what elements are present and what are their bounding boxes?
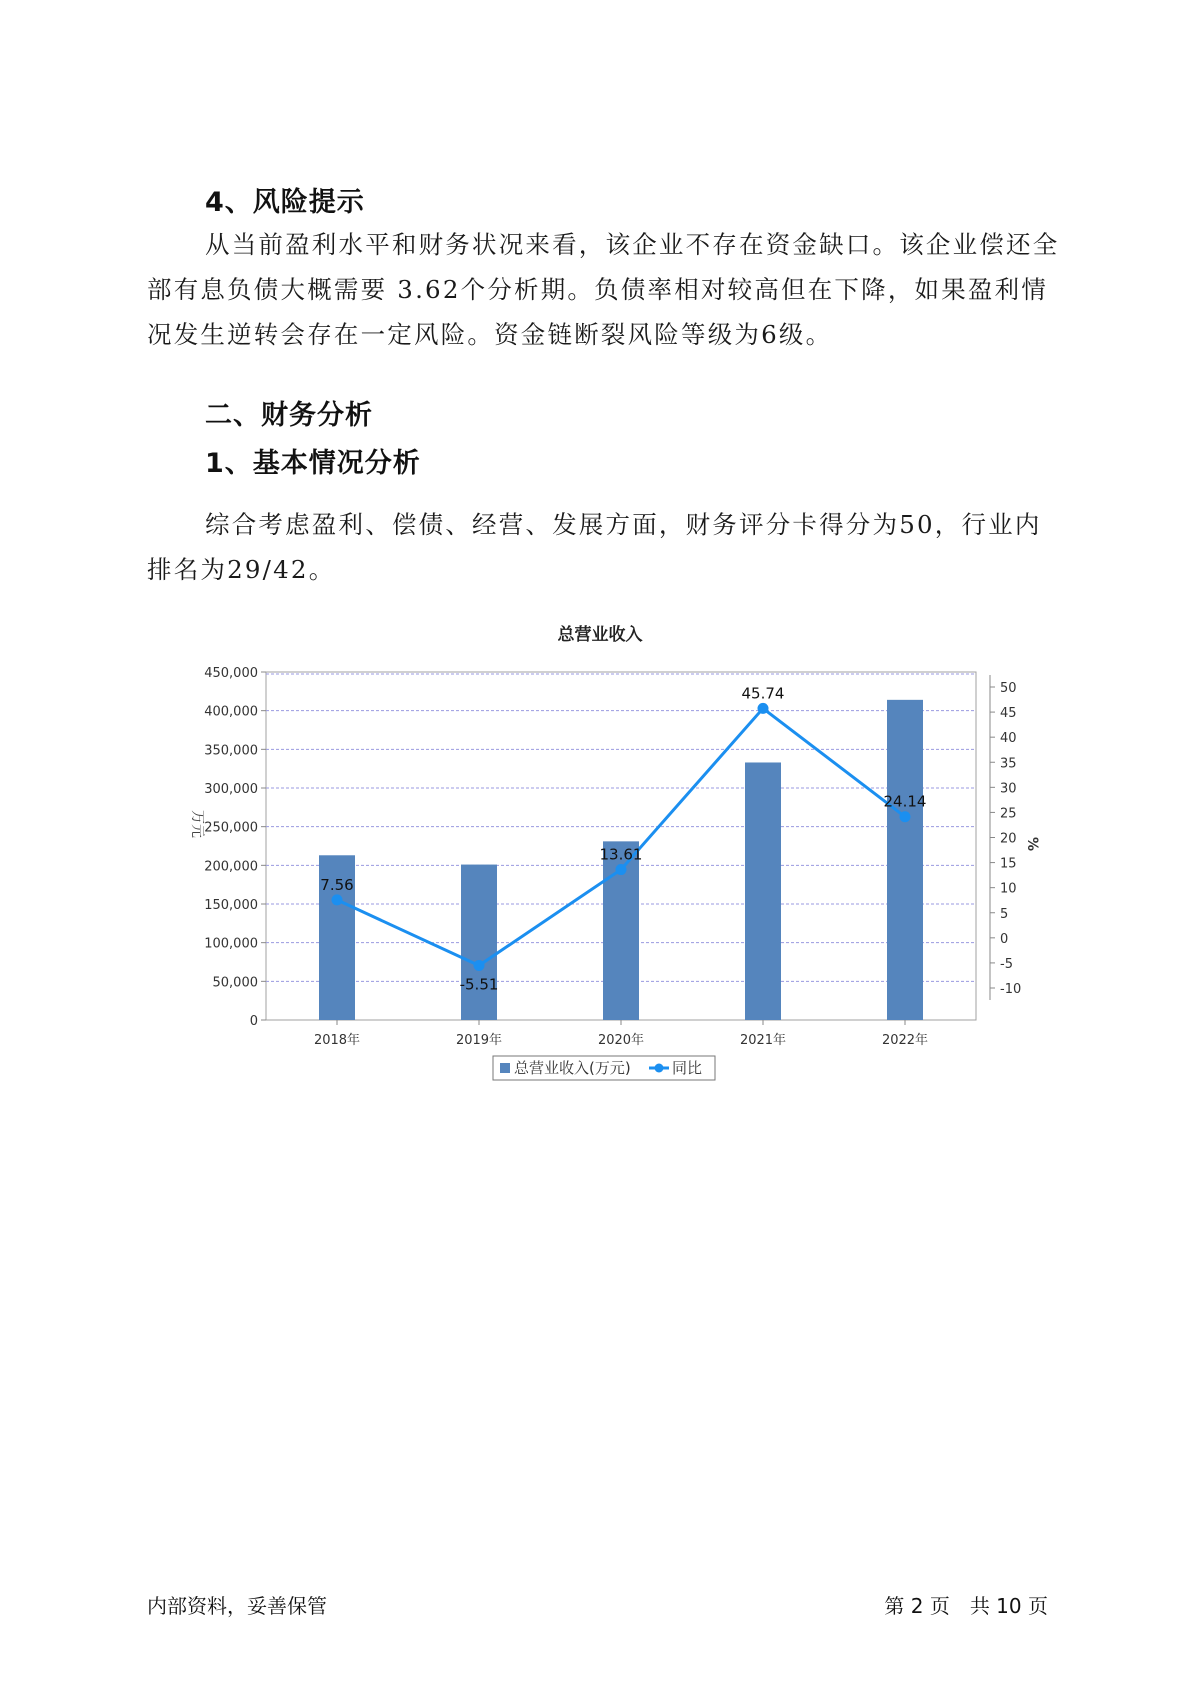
- y2-axis-ticks: [990, 675, 1021, 1000]
- x-tick-label: 2018年: [313, 1033, 361, 1048]
- yoy-data-label: 7.56: [320, 875, 354, 894]
- y-tick-label: 400,000: [204, 704, 258, 720]
- yoy-data-label: 24.14: [883, 792, 927, 811]
- basic-paragraph: [147, 502, 1067, 592]
- x-tick-label: 2021年: [739, 1033, 787, 1048]
- yoy-point: [900, 811, 911, 822]
- y-tick-label: 0: [249, 1014, 258, 1029]
- y2-tick-label: 0: [1000, 931, 1009, 947]
- y-tick-label: 250,000: [204, 820, 258, 836]
- y2-tick-label: 45: [1000, 706, 1017, 722]
- y-tick-label: 150,000: [204, 898, 258, 913]
- yoy-data-label: 45.74: [741, 684, 785, 703]
- basic-paragraph-text: 综合考虑盈利、偿债、经营、发展方面，财务评分卡得分为50，行业内排名为29/42。: [147, 510, 1042, 584]
- chart-title: 总营业收入: [557, 625, 643, 645]
- y-tick-label: 350,000: [204, 743, 258, 759]
- y2-tick-label: 35: [1000, 756, 1017, 772]
- y-tick-label: 200,000: [204, 859, 258, 875]
- y2-tick-label: 40: [1000, 731, 1017, 747]
- yoy-point: [474, 960, 485, 971]
- y-tick-label: 50,000: [212, 975, 258, 991]
- x-axis-ticks: [314, 1020, 928, 1048]
- y-tick-label: 450,000: [204, 666, 258, 681]
- revenue-chart-svg: [160, 612, 1040, 1082]
- y2-tick-label: 20: [1000, 831, 1017, 847]
- yoy-point: [758, 703, 769, 714]
- risk-paragraph: [147, 222, 1067, 357]
- yoy-point: [616, 864, 627, 875]
- y2-tick-label: 30: [1000, 781, 1017, 797]
- revenue-bar: [461, 865, 497, 1020]
- section-heading-financial: 二、财务分析: [205, 400, 373, 431]
- y2-tick-label: 10: [1000, 881, 1017, 897]
- y2-tick-label: 15: [1000, 856, 1017, 872]
- sub-heading-basic: 1、基本情况分析: [205, 448, 421, 479]
- y2-axis-label: %: [1024, 836, 1040, 852]
- x-tick-label: 2020年: [597, 1033, 645, 1048]
- revenue-bar: [745, 762, 781, 1020]
- section-heading-risk: 4、风险提示: [205, 187, 365, 218]
- yoy-data-label: -5.51: [459, 975, 499, 994]
- y2-tick-label: -10: [1000, 982, 1022, 997]
- y2-tick-label: 50: [1000, 681, 1017, 696]
- y2-tick-label: -5: [1000, 956, 1013, 972]
- y-axis-ticks: [204, 666, 266, 1029]
- footer-left: 内部资料，妥善保管: [147, 1594, 327, 1618]
- revenue-chart: [160, 612, 1040, 1082]
- revenue-bar: [887, 700, 923, 1020]
- legend-bar-swatch: [500, 1063, 510, 1073]
- yoy-point: [332, 894, 343, 905]
- y-tick-label: 100,000: [204, 936, 258, 952]
- x-tick-label: 2022年: [881, 1033, 929, 1048]
- y-axis-label: 万元: [189, 810, 205, 838]
- y2-tick-label: 25: [1000, 806, 1017, 822]
- legend-line-marker: [655, 1064, 664, 1073]
- footer-page-number: 第 2 页 共 10 页: [884, 1594, 1048, 1618]
- yoy-data-label: 13.61: [599, 845, 643, 864]
- y2-tick-label: 5: [1000, 906, 1009, 922]
- risk-paragraph-text: 从当前盈利水平和财务状况来看，该企业不存在资金缺口。该企业偿还全部有息负债大概需要 3.62个分析期。负债率相对较高但在下降，如果盈利情况发生逆转会存在一定风险。资金链断裂风险等级为6级。: [147, 230, 1060, 349]
- x-tick-label: 2019年: [455, 1033, 503, 1048]
- y-tick-label: 300,000: [204, 782, 258, 797]
- legend-line-label: 同比: [672, 1059, 703, 1077]
- legend: [493, 1056, 715, 1080]
- legend-bar-label: 总营业收入(万元): [514, 1059, 631, 1077]
